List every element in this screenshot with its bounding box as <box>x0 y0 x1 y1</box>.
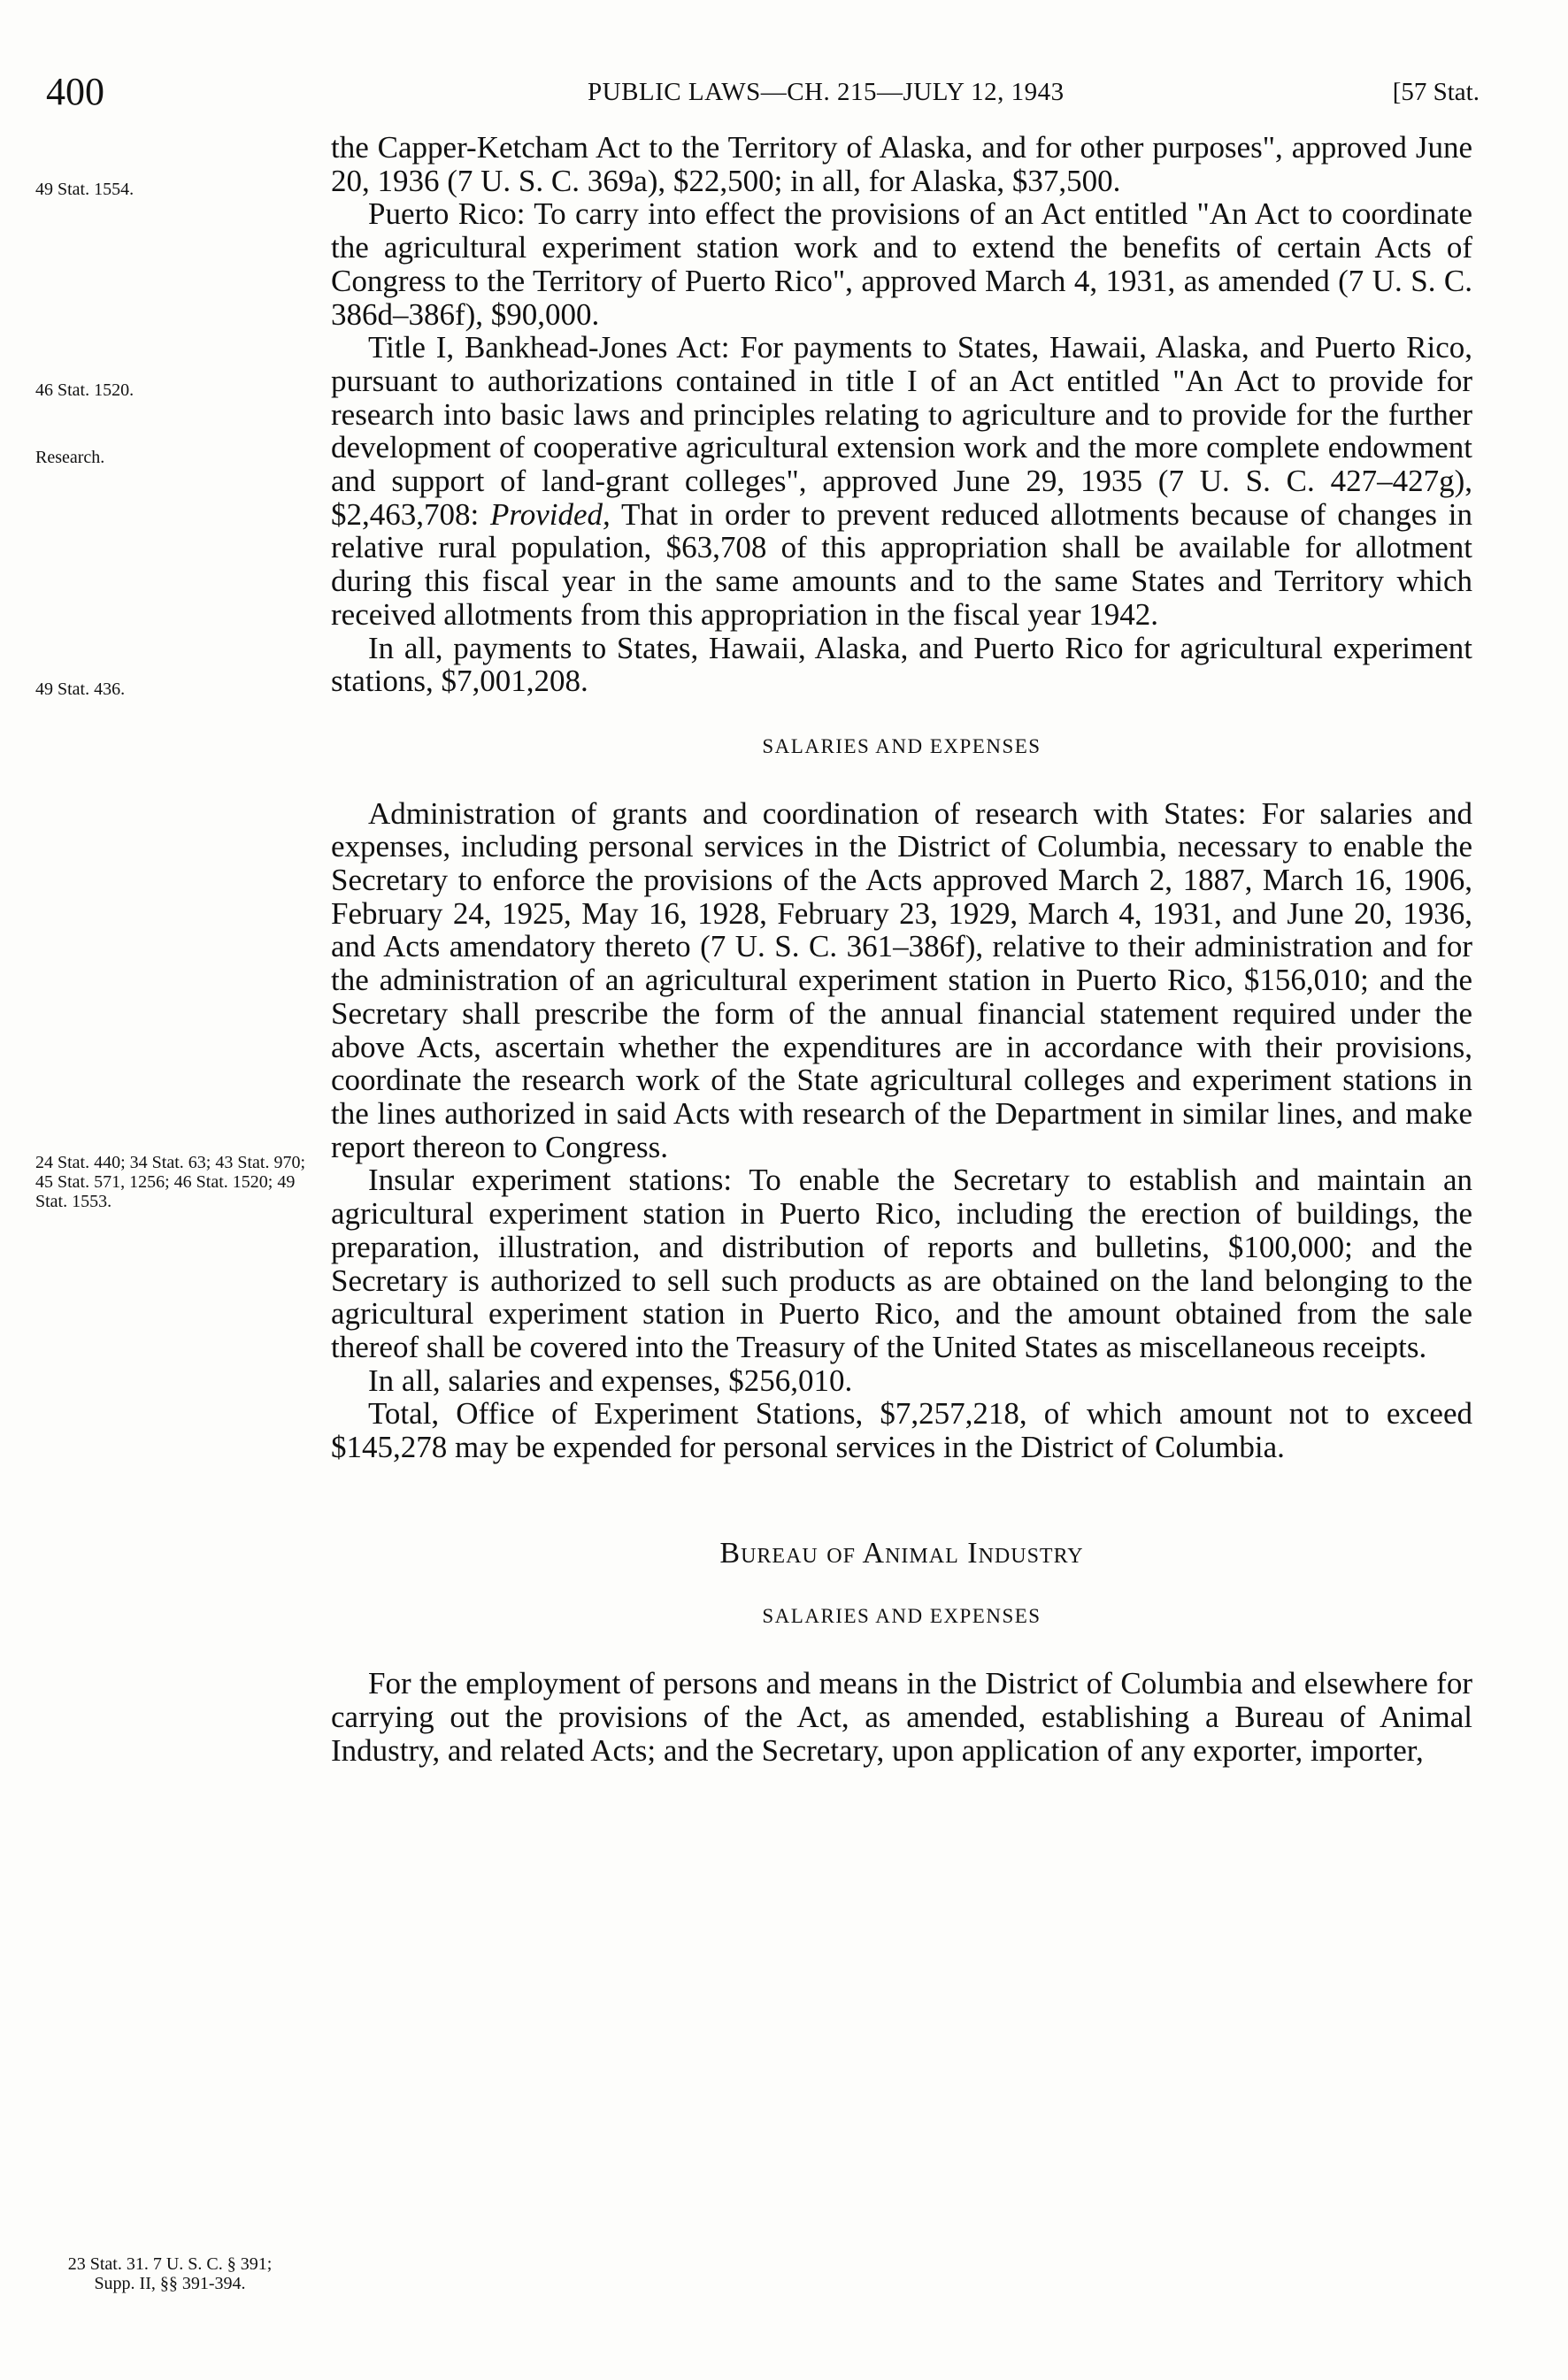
margin-note: Research. <box>35 448 105 467</box>
paragraph-text: That in order to prevent reduced allotments because of changes in relative rural population, $63,708 of this appropriation shall be available for allotment during this fiscal year in the same amounts and to the same States and Territory which received allotments from this appropriation in the fiscal year 1942. <box>331 496 1472 632</box>
paragraph <box>331 331 1472 631</box>
paragraph: In all, salaries and expenses, $256,010. <box>368 1363 853 1398</box>
margin-note: 49 Stat. 436. <box>35 679 126 699</box>
paragraph: Administration of grants and coordination of research with States: For salaries and expenses, including personal services in the District of Columbia, necessary to enable the Secretary to enforce the provisions of the Acts approved March 2, 1887, March 16, 1906, February 24, 1925, May 16, 1928, February 23, 1929, March 4, 1931, and June 20, 1936, and Acts amendatory thereto (7 U. S. C. 361–386f), relative to their administration and for the administration of an agricultural experiment station in Puerto Rico, $156,010; and the Secretary shall prescribe the form of the annual financial statement required under the above Acts, ascertain whether the expenditures are in accordance with their provisions, coordinate the research work of the State agricultural colleges and experiment stations in the lines authorized in said Acts with research of the Department in similar lines, and make report thereon to Congress. <box>331 795 1472 1164</box>
paragraph: Total, Office of Experiment Stations, $7,257,218, of which amount not to exceed $145,278 may be expended for personal services in the District of Columbia. <box>331 1396 1472 1465</box>
running-head: PUBLIC LAWS—CH. 215—JULY 12, 1943 <box>588 78 1065 106</box>
margin-note: 24 Stat. 440; 34 Stat. 63; 43 Stat. 970; 45 Stat. 571, 1256; 46 Stat. 1520; 49 Stat. 1553. <box>35 1153 306 1211</box>
section-heading: SALARIES AND EXPENSES <box>762 1605 1041 1628</box>
margin-note: 46 Stat. 1520. <box>35 380 135 400</box>
paragraph: Puerto Rico: To carry into effect the provisions of an Act entitled "An Act to coordinate the agricultural experiment station work and to extend the benefits of certain Acts of Congress to the Territory of Puerto Rico", approved March 4, 1931, as amended (7 U. S. C. 386d–386f), $90,000. <box>331 196 1472 332</box>
page-header <box>46 69 1480 122</box>
paragraph-text: Title I, Bankhead-Jones Act: For payments to States, Hawaii, Alaska, and Puerto Rico, pursuant to authorizations contained in title I of an Act entitled "An Act to provide for research into basic laws and principles relating to agriculture and to provide for the further development of cooperative agricultural extension work and the more complete endowment and support of land-grant colleges", approved June 29, 1935 (7 U. S. C. 427–427g), $2,463,708: <box>331 330 1472 532</box>
main-text <box>331 131 1472 1767</box>
margin-note: 49 Stat. 1554. <box>35 180 135 199</box>
paragraph: the Capper-Ketcham Act to the Territory of Alaska, and for other purposes", approved June 20, 1936 (7 U. S. C. 369a), $22,500; in all, for Alaska, $37,500. <box>331 130 1472 198</box>
margin-note: 23 Stat. 31. 7 U. S. C. § 391; Supp. II, §§ 391-394. <box>67 2254 273 2293</box>
section-heading: SALARIES AND EXPENSES <box>762 734 1041 757</box>
paragraph: In all, payments to States, Hawaii, Alaska, and Puerto Rico for agricultural experiment stations, $7,001,208. <box>331 630 1472 699</box>
page-number: 400 <box>46 70 104 113</box>
paragraph: For the employment of persons and means in the District of Columbia and elsewhere for carrying out the provisions of the Act, as amended, establishing a Bureau of Animal Industry, and related Acts; and the Secretary, upon application of any exporter, importer, <box>331 1666 1472 1768</box>
proviso-italic: Provided, <box>490 496 611 532</box>
volume-reference: [57 Stat. <box>1392 78 1480 106</box>
bureau-heading: Bureau of Animal Industry <box>719 1536 1084 1570</box>
paragraph: Insular experiment stations: To enable the Secretary to establish and maintain an agricultural experiment station in Puerto Rico, including the erection of buildings, the preparation, illustration, and distribution of reports and bulletins, $100,000; and the Secretary is authorized to sell such products as are obtained on the land belonging to the agricultural experiment station in Puerto Rico, and the amount obtained from the sale thereof shall be covered into the Treasury of the United States as miscellaneous receipts. <box>331 1163 1472 1364</box>
